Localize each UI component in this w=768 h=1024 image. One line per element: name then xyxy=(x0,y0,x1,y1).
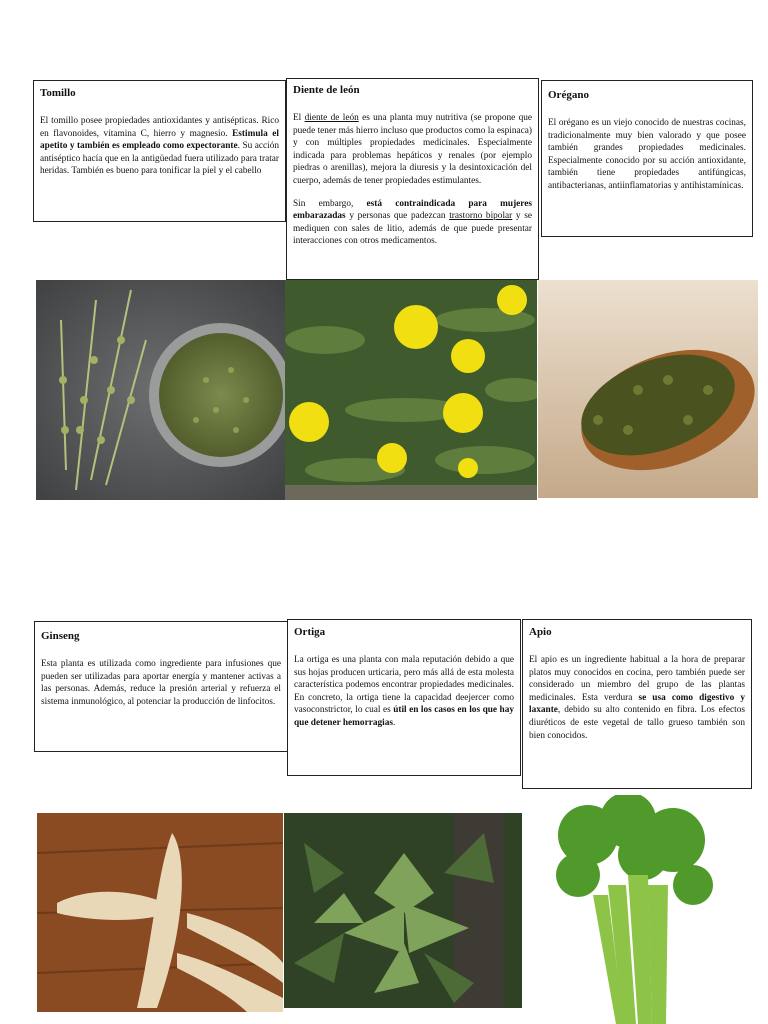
card-title: Diente de león xyxy=(293,84,360,96)
card-title: Orégano xyxy=(548,89,589,101)
card-text: Esta planta es utilizada como ingrediente para infusiones que pueden ser utilizadas para aportar energía y mantener activas a las personas. Además, reduce la presión arterial y refuerza el sistema inmunológico, al potenciar la producción de linfocitos. xyxy=(41,659,281,707)
link-trastorno-bipolar[interactable]: trastorno bipolar xyxy=(449,211,513,222)
card-title: Apio xyxy=(529,626,552,638)
card-tomillo xyxy=(33,80,286,222)
card-diente-de-leon xyxy=(286,78,539,280)
nettle-photo xyxy=(284,813,522,1008)
card-title: Ortiga xyxy=(294,626,326,638)
card-text: La ortiga es una planta con mala reputación debido a que sus hojas producen urticaria, pero más allá de esta molesta característica podemos encontrar propiedades medicinales. En concreto, la ortiga tiene la capacidad deejercer como vasoconstrictor, lo cual es útil en los casos en los que hay que detener hemorragias. xyxy=(294,655,514,728)
card-title: Ginseng xyxy=(41,630,80,642)
card-text-warning: Sin embargo, está contraindicada para mujeres embarazadas y personas que padezcan trastorno bipolar y se mediquen con sales de litio, además de que puede presentar interacciones con otros medicamentos. xyxy=(293,198,532,247)
card-text: El orégano es un viejo conocido de nuestras cocinas, tradicionalmente muy bien valorado y que posee también grandes propiedades medicinales. Especialmente conocido por su acción antioxidante, también tiene propiedades antifúngicas, antibacterianas, antiinflamatorias y antihistamínicas. xyxy=(548,118,746,191)
link-diente-de-leon[interactable]: diente de león xyxy=(304,113,359,123)
card-ortiga xyxy=(287,619,521,776)
card-oregano xyxy=(541,80,753,237)
card-text: El apio es un ingrediente habitual a la hora de preparar platos muy conocidos en cocina, pero también puede ser considerado un miembro del grupo de las plantas medicinales. Esta verdura se usa como digestivo y laxante, debido su alto contenido en fibra. Los efectos diuréticos de este vegetal de tallo grueso también son bien conocidos. xyxy=(529,655,745,741)
thyme-photo xyxy=(36,280,285,500)
dandelion-photo xyxy=(285,280,537,500)
card-apio xyxy=(522,619,752,789)
card-ginseng xyxy=(34,621,288,752)
ginseng-photo xyxy=(37,813,283,1012)
card-text: El tomillo posee propiedades antioxidantes y antisépticas. Rico en flavonoides, vitamina C, hierro y magnesio. Estimula el apetito y también es empleado como expectorante. Su acción antiséptico hacía que en la antigüedad fuera utilizado para tratar heridas. También es bueno para tonificar la piel y el cabello xyxy=(40,116,279,177)
card-title: Tomillo xyxy=(40,87,76,99)
card-text: El diente de león es una planta muy nutritiva (se propone que puede tener más hierro incluso que productos como la espinaca) y con múltiples propiedades medicinales. Especialmente indicada para problemas hepáticos y renales (por ejemplo piedras o arenillas), mejora la diuresis y la desintoxicación del cuerpo, además de tener propiedades estimulantes. xyxy=(293,113,532,186)
celery-photo xyxy=(548,795,720,1024)
oregano-photo xyxy=(538,280,758,498)
